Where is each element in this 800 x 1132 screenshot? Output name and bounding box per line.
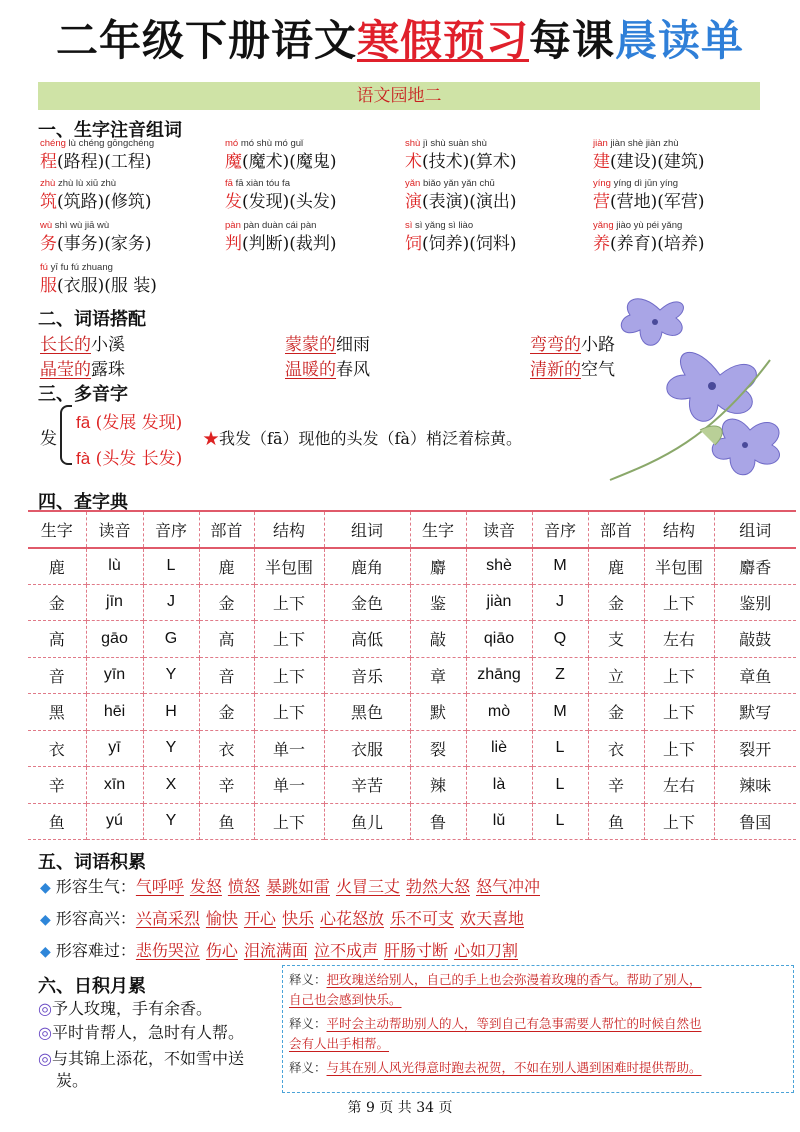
new-character: 建	[593, 152, 610, 172]
table-cell: 支	[588, 621, 644, 658]
word-line	[40, 190, 230, 214]
word-item	[225, 178, 415, 218]
circle-bullet-icon: ◎	[38, 1049, 52, 1068]
new-character: 术	[405, 152, 422, 172]
column-header: 音序	[532, 511, 588, 548]
table-cell: yī	[86, 730, 143, 767]
table-cell: Y	[143, 803, 199, 840]
new-character: 筑	[40, 192, 57, 212]
example-words: (技术)(算术)	[422, 152, 517, 172]
table-cell: 麝	[410, 548, 466, 585]
word-item	[40, 138, 230, 178]
word-line	[40, 274, 230, 298]
word-line	[40, 150, 230, 174]
table-cell: L	[532, 730, 588, 767]
collocation-item: 清新的空气	[530, 360, 615, 380]
word-line	[40, 232, 230, 256]
word-item	[225, 138, 415, 178]
pinyin-line: fā fā xiàn tóu fa	[225, 178, 290, 189]
vocab-word: 快乐	[281, 909, 314, 928]
table-cell: 上下	[254, 621, 324, 658]
word-line	[225, 150, 415, 174]
table-cell: shè	[466, 548, 532, 585]
table-cell: 辛	[588, 767, 644, 804]
vocab-word: 火冒三丈	[335, 877, 400, 896]
new-character: 饲	[405, 234, 422, 254]
pinyin-line: mó mó shù mó guǐ	[225, 138, 304, 149]
pinyin-line: shù jì shù suàn shù	[405, 138, 487, 149]
column-header: 结构	[254, 511, 324, 548]
pinyin-line: yíng yíng dì jūn yíng	[593, 178, 679, 189]
table-cell: qiāo	[466, 621, 532, 658]
column-header: 生字	[40, 520, 73, 540]
table-cell: 衣	[199, 730, 254, 767]
table-cell: jīn	[86, 584, 143, 621]
vocab-word: 欢天喜地	[459, 909, 524, 928]
table-cell: 单一	[254, 767, 324, 804]
table-cell: 左右	[644, 621, 714, 658]
table-cell: 衣服	[324, 730, 410, 767]
table-cell: 默写	[714, 694, 796, 731]
vocab-word: 开心	[243, 909, 276, 928]
word-line	[405, 150, 595, 174]
table-cell: hēi	[86, 694, 143, 731]
table-cell: 上下	[644, 694, 714, 731]
star-icon: ★	[203, 429, 220, 448]
table-cell: 辣	[410, 767, 466, 804]
table-row	[28, 584, 796, 621]
column-header: 读音	[86, 511, 143, 548]
explanation-item: 释义：平时会主动帮助别人的人，等到自己有急事需要人帮忙的时候自然也 会有人出手相帮。	[289, 1016, 702, 1051]
vocab-word: 心花怒放	[319, 909, 384, 928]
table-cell: L	[532, 803, 588, 840]
vocab-word: 伤心	[205, 941, 238, 960]
pinyin-line: sì sì yǎng sì liào	[405, 220, 474, 231]
word-item	[405, 138, 595, 178]
explanation-box	[282, 965, 794, 1093]
word-item	[40, 178, 230, 218]
explanation-item: 释义：把玫瑰送给别人，自己的手上也会弥漫着玫瑰的香气。帮助了别人， 自己也会感到快乐。	[289, 972, 702, 1007]
table-cell: 鱼	[199, 803, 254, 840]
table-cell: 敲鼓	[714, 621, 796, 658]
collocation-item: 温暖的春风	[285, 360, 370, 380]
sentence-text: 我发（fā）现他的头发（fà）梢泛着棕黄。	[219, 429, 522, 448]
column-header: 部首	[199, 511, 254, 548]
table-cell: 鉴	[410, 584, 466, 621]
word-line	[225, 232, 415, 256]
new-character: 服	[40, 276, 57, 296]
table-cell: 金	[588, 694, 644, 731]
new-character: 魔	[225, 152, 242, 172]
vocab-word: 愤怒	[227, 877, 260, 896]
table-cell: 麝香	[714, 548, 796, 585]
vocab-word: 怒气冲冲	[475, 877, 540, 896]
collocation-item: 弯弯的小路	[530, 335, 615, 355]
table-cell: 金	[199, 584, 254, 621]
vocab-row	[40, 874, 546, 897]
table-cell: lù	[86, 548, 143, 585]
collocation-item: 晶莹的露珠	[40, 360, 125, 380]
table-cell: jiàn	[466, 584, 532, 621]
explanation-item: 释义：与其在别人风光得意时跑去祝贺，不如在别人遇到困难时提供帮助。	[289, 1060, 702, 1075]
pinyin-line: fú yī fu fú zhuang	[40, 262, 113, 273]
word-item	[593, 178, 783, 218]
table-row	[28, 621, 796, 658]
diamond-icon: ◆	[40, 944, 51, 960]
table-cell: là	[466, 767, 532, 804]
word-line	[593, 150, 783, 174]
table-row	[28, 730, 796, 767]
example-words: (判断)(裁判)	[242, 234, 337, 254]
example-words: (路程)(工程)	[57, 152, 152, 172]
table-cell: 鱼	[48, 812, 65, 832]
table-cell: 裂开	[714, 730, 796, 767]
vocab-word: 发怒	[189, 877, 222, 896]
table-cell: 辛	[48, 776, 65, 796]
vocab-word: 气呼呼	[135, 877, 184, 896]
dictionary-table	[28, 510, 796, 840]
pinyin-line: jiàn jiàn shè jiàn zhù	[593, 138, 679, 149]
brace-shape	[60, 405, 72, 465]
section-2-heading: 二、词语搭配	[38, 309, 146, 330]
pinyin-line: zhù zhù lù xiū zhù	[40, 178, 117, 189]
table-cell: 上下	[644, 657, 714, 694]
table-cell: gāo	[86, 621, 143, 658]
table-row	[28, 657, 796, 694]
word-line	[405, 232, 595, 256]
word-item	[593, 138, 783, 178]
title-part-lesson: 每课	[529, 16, 616, 65]
table-cell: L	[532, 767, 588, 804]
title-part-grade: 二年级下册语文	[55, 16, 357, 65]
table-cell: 高	[48, 630, 65, 650]
table-cell: 上下	[644, 584, 714, 621]
proverb-line: ◎平时肯帮人，急时有人帮。	[38, 1023, 244, 1042]
table-cell: 鹿	[48, 557, 65, 577]
page-footer: 第 9 页 共 34 页	[347, 1100, 453, 1116]
table-cell: 上下	[254, 657, 324, 694]
section-4-heading: 四、查字典	[38, 492, 128, 513]
example-words: (营地)(军营)	[610, 192, 705, 212]
table-cell: 裂	[410, 730, 466, 767]
section-1-heading: 一、生字注音组词	[38, 120, 182, 141]
table-cell: liè	[466, 730, 532, 767]
table-cell: 鹿	[588, 548, 644, 585]
title-part-holiday: 寒假预习	[356, 16, 529, 65]
table-cell: 鲁	[410, 803, 466, 840]
reading-1-words: (发展 发现)	[95, 413, 183, 433]
table-cell: G	[143, 621, 199, 658]
proverb-line: ◎与其锦上添花，不如雪中送	[38, 1049, 244, 1068]
example-words: (筑路)(修筑)	[57, 192, 152, 212]
vocab-word: 悲伤哭泣	[135, 941, 200, 960]
table-cell: 金	[48, 593, 65, 613]
vocab-row	[40, 938, 524, 961]
table-cell: 辛	[199, 767, 254, 804]
column-header: 部首	[588, 511, 644, 548]
pinyin-line: yǎn biǎo yǎn yǎn chū	[405, 178, 495, 189]
polyphone-char: 发	[40, 429, 57, 449]
pinyin-line: chéng lù chéng gōngchéng	[40, 138, 155, 149]
new-character: 判	[225, 234, 242, 254]
section-3-heading: 三、多音字	[38, 384, 128, 405]
table-cell: 衣	[588, 730, 644, 767]
table-cell: M	[532, 548, 588, 585]
vocab-word: 兴高采烈	[135, 909, 200, 928]
table-cell: 音	[48, 666, 65, 686]
table-cell: mò	[466, 694, 532, 731]
table-cell: 音乐	[324, 657, 410, 694]
new-character: 程	[40, 152, 57, 172]
vocab-label: 形容难过：	[55, 941, 136, 960]
vocab-label: 形容高兴：	[55, 909, 136, 928]
table-cell: yīn	[86, 657, 143, 694]
table-cell: zhāng	[466, 657, 532, 694]
table-cell: 黑色	[324, 694, 410, 731]
table-header-row	[28, 511, 796, 548]
pinyin-line: yǎng jiào yù péi yǎng	[593, 220, 683, 231]
table-cell: 辣味	[714, 767, 796, 804]
table-cell: 金色	[324, 584, 410, 621]
section-5-heading: 五、词语积累	[38, 852, 146, 873]
example-words: (魔术)(魔鬼)	[242, 152, 337, 172]
table-cell: 鲁国	[714, 803, 796, 840]
vocab-word: 肝肠寸断	[383, 941, 448, 960]
table-cell: Y	[143, 730, 199, 767]
word-item	[225, 220, 415, 260]
vocab-label: 形容生气：	[55, 877, 136, 896]
table-cell: 半包围	[254, 548, 324, 585]
vocab-word: 暴跳如雷	[265, 877, 330, 896]
vocab-word: 愉快	[205, 909, 238, 928]
vocab-word: 乐不可支	[389, 909, 454, 928]
table-cell: J	[532, 584, 588, 621]
polyphone-sentence	[203, 426, 522, 449]
table-row	[28, 548, 796, 585]
vocab-word: 勃然大怒	[405, 877, 470, 896]
table-cell: xīn	[86, 767, 143, 804]
column-header: 组词	[324, 511, 410, 548]
vocab-word: 心如刀割	[453, 941, 518, 960]
pinyin-line: wù shì wù jiā wù	[40, 220, 110, 231]
table-cell: 敲	[410, 621, 466, 658]
polyphone-reading-1	[76, 408, 182, 433]
vocab-row	[40, 906, 530, 929]
example-words: (发现)(头发)	[242, 192, 337, 212]
table-cell: 黑	[48, 703, 65, 723]
table-cell: 高低	[324, 621, 410, 658]
table-cell: 金	[199, 694, 254, 731]
example-words: (表演)(演出)	[422, 192, 517, 212]
unit-banner: 语文园地二	[38, 82, 760, 110]
table-cell: 辛苦	[324, 767, 410, 804]
word-line	[405, 190, 595, 214]
table-cell: Y	[143, 657, 199, 694]
collocation-item: 长长的小溪	[40, 335, 125, 355]
table-row	[28, 767, 796, 804]
word-item	[40, 262, 230, 302]
table-cell: 左右	[644, 767, 714, 804]
example-words: (饲养)(饲料)	[422, 234, 517, 254]
new-character: 养	[593, 234, 610, 254]
table-row	[28, 694, 796, 731]
new-character: 演	[405, 192, 422, 212]
table-cell: 金	[588, 584, 644, 621]
new-character: 发	[225, 192, 242, 212]
example-words: (养育)(培养)	[610, 234, 705, 254]
table-cell: 高	[199, 621, 254, 658]
table-cell: 上下	[644, 803, 714, 840]
column-header: 组词	[714, 511, 796, 548]
table-cell: J	[143, 584, 199, 621]
table-cell: lǔ	[466, 803, 532, 840]
circle-bullet-icon: ◎	[38, 999, 52, 1018]
diamond-icon: ◆	[40, 880, 51, 896]
diamond-icon: ◆	[40, 912, 51, 928]
word-item	[405, 178, 595, 218]
new-character: 营	[593, 192, 610, 212]
page-title	[0, 8, 800, 68]
table-cell: Z	[532, 657, 588, 694]
table-cell: 鱼	[588, 803, 644, 840]
table-cell: Q	[532, 621, 588, 658]
table-cell: H	[143, 694, 199, 731]
reading-1-pinyin: fā	[76, 413, 91, 432]
column-header: 结构	[644, 511, 714, 548]
vocab-word: 泪流满面	[243, 941, 308, 960]
table-cell: 鉴别	[714, 584, 796, 621]
example-words: (衣服)(服 装)	[57, 276, 157, 296]
polyphone-reading-2	[76, 444, 182, 469]
word-item	[40, 220, 230, 260]
table-cell: 鹿	[199, 548, 254, 585]
proverb-line: ◎予人玫瑰，手有余香。	[38, 999, 212, 1018]
column-header: 生字	[410, 511, 466, 548]
section-6-heading: 六、日积月累	[38, 976, 146, 997]
word-line	[593, 232, 783, 256]
table-cell: X	[143, 767, 199, 804]
reading-2-words: (头发 长发)	[95, 449, 183, 469]
table-cell: 单一	[254, 730, 324, 767]
title-part-reading: 晨读单	[615, 16, 745, 65]
table-cell: M	[532, 694, 588, 731]
circle-bullet-icon: ◎	[38, 1023, 52, 1042]
word-item	[405, 220, 595, 260]
reading-2-pinyin: fà	[76, 449, 91, 468]
word-item	[593, 220, 783, 260]
table-cell: 章	[410, 657, 466, 694]
table-cell: 音	[199, 657, 254, 694]
collocation-item: 蒙蒙的细雨	[285, 335, 370, 355]
flower-illustration	[600, 280, 800, 490]
table-cell: 鱼儿	[324, 803, 410, 840]
word-line	[225, 190, 415, 214]
table-cell: 半包围	[644, 548, 714, 585]
column-header: 音序	[143, 511, 199, 548]
proverb-line: 炭。	[56, 1071, 89, 1090]
table-cell: 默	[410, 694, 466, 731]
table-cell: 章鱼	[714, 657, 796, 694]
example-words: (建设)(建筑)	[610, 152, 705, 172]
pinyin-line: pàn pàn duàn cái pàn	[225, 220, 317, 231]
new-character: 务	[40, 234, 57, 254]
vocab-word: 泣不成声	[313, 941, 378, 960]
table-cell: L	[143, 548, 199, 585]
column-header: 读音	[466, 511, 532, 548]
example-words: (事务)(家务)	[57, 234, 152, 254]
table-cell: 衣	[48, 739, 65, 759]
table-cell: 立	[588, 657, 644, 694]
table-row	[28, 803, 796, 840]
word-line	[593, 190, 783, 214]
table-cell: yú	[86, 803, 143, 840]
table-cell: 上下	[254, 694, 324, 731]
table-cell: 上下	[254, 584, 324, 621]
table-cell: 上下	[254, 803, 324, 840]
table-cell: 上下	[644, 730, 714, 767]
table-cell: 鹿角	[324, 548, 410, 585]
